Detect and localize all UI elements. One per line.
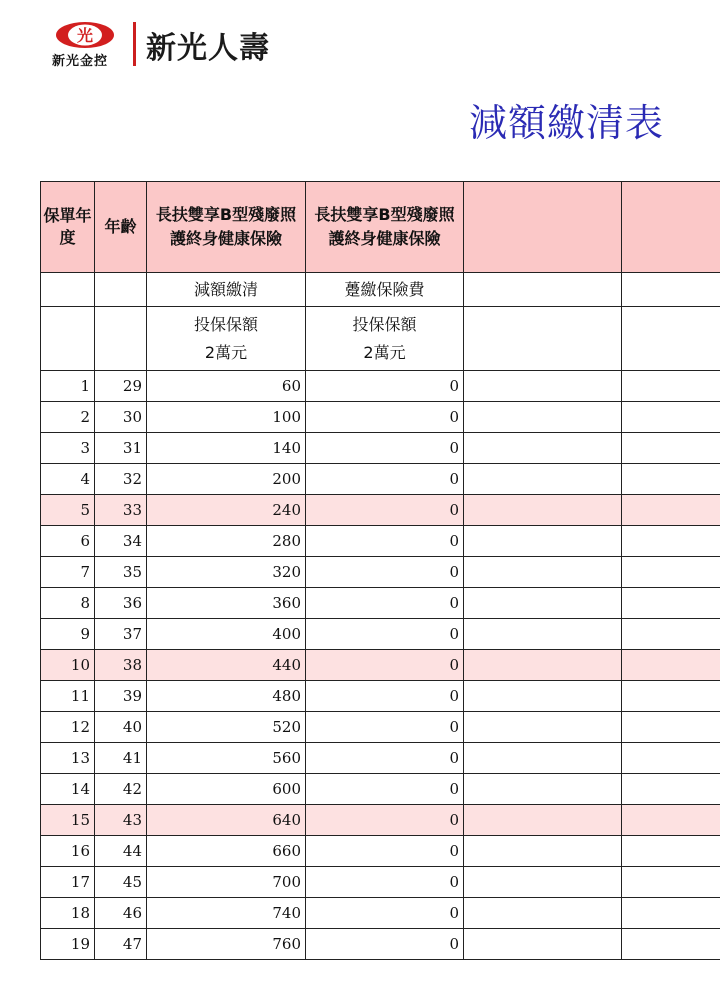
company-name: 新光人壽	[146, 31, 270, 66]
reduced-paid-up-table	[40, 181, 720, 960]
cell-age: 32	[95, 464, 147, 495]
cell-age: 39	[95, 681, 147, 712]
cell-single-premium: 0	[306, 433, 464, 464]
cell-policy-year: 10	[41, 650, 95, 681]
cell-empty	[464, 588, 622, 619]
cell-age: 36	[95, 588, 147, 619]
subheader-empty-cell	[464, 273, 622, 307]
logo-mark-text: 光	[76, 26, 94, 45]
cell-policy-year: 13	[41, 743, 95, 774]
cell-empty	[464, 712, 622, 743]
header-age: 年齡	[95, 182, 147, 273]
cell-empty	[464, 557, 622, 588]
table-row	[41, 526, 720, 557]
cell-empty	[464, 867, 622, 898]
cell-empty	[622, 464, 720, 495]
page-title: 減額繳清表	[468, 101, 664, 145]
cell-empty	[622, 867, 720, 898]
cell-empty	[464, 681, 622, 712]
cell-age: 34	[95, 526, 147, 557]
cell-policy-year: 18	[41, 898, 95, 929]
cell-single-premium: 0	[306, 929, 464, 960]
cell-single-premium: 0	[306, 681, 464, 712]
cell-age: 46	[95, 898, 147, 929]
cell-policy-year: 5	[41, 495, 95, 526]
sum-assured-plan-a-label: 投保保額	[193, 314, 258, 334]
subheader-empty-cell	[41, 273, 95, 307]
cell-empty	[622, 619, 720, 650]
cell-single-premium: 0	[306, 557, 464, 588]
sum-assured-plan-b-value: 2萬元	[363, 342, 406, 362]
cell-policy-year: 16	[41, 836, 95, 867]
cell-empty	[464, 526, 622, 557]
cell-empty	[622, 495, 720, 526]
logo-divider	[133, 22, 136, 66]
sum-assured-empty-cell	[41, 307, 95, 371]
cell-single-premium: 0	[306, 650, 464, 681]
cell-reduced-paid-up: 360	[147, 588, 306, 619]
cell-age: 42	[95, 774, 147, 805]
table-row	[41, 681, 720, 712]
cell-age: 33	[95, 495, 147, 526]
cell-empty	[464, 402, 622, 433]
cell-policy-year: 9	[41, 619, 95, 650]
cell-policy-year: 15	[41, 805, 95, 836]
cell-age: 45	[95, 867, 147, 898]
cell-age: 29	[95, 371, 147, 402]
cell-empty	[622, 526, 720, 557]
logo-subtitle: 新光金控	[52, 54, 109, 69]
cell-age: 30	[95, 402, 147, 433]
cell-reduced-paid-up: 760	[147, 929, 306, 960]
cell-age: 44	[95, 836, 147, 867]
cell-age: 38	[95, 650, 147, 681]
cell-single-premium: 0	[306, 619, 464, 650]
table-row	[41, 929, 720, 960]
sum-assured-plan-b	[306, 307, 464, 371]
cell-single-premium: 0	[306, 836, 464, 867]
table-row	[41, 712, 720, 743]
cell-reduced-paid-up: 700	[147, 867, 306, 898]
cell-single-premium: 0	[306, 495, 464, 526]
cell-age: 41	[95, 743, 147, 774]
cell-reduced-paid-up: 240	[147, 495, 306, 526]
table-row	[41, 867, 720, 898]
cell-policy-year: 3	[41, 433, 95, 464]
cell-reduced-paid-up: 560	[147, 743, 306, 774]
cell-policy-year: 1	[41, 371, 95, 402]
cell-policy-year: 8	[41, 588, 95, 619]
cell-reduced-paid-up: 60	[147, 371, 306, 402]
table-row	[41, 402, 720, 433]
cell-empty	[464, 464, 622, 495]
cell-age: 37	[95, 619, 147, 650]
cell-single-premium: 0	[306, 774, 464, 805]
cell-policy-year: 11	[41, 681, 95, 712]
cell-empty	[622, 898, 720, 929]
cell-reduced-paid-up: 440	[147, 650, 306, 681]
table-row	[41, 588, 720, 619]
cell-empty	[464, 836, 622, 867]
table-subheader-row	[41, 273, 720, 307]
cell-empty	[464, 805, 622, 836]
table-header-row	[41, 182, 720, 273]
cell-empty	[622, 402, 720, 433]
cell-empty	[622, 557, 720, 588]
cell-empty	[464, 774, 622, 805]
table-row	[41, 836, 720, 867]
company-logo	[50, 20, 290, 70]
cell-empty	[622, 650, 720, 681]
subheader-empty-cell	[622, 273, 720, 307]
cell-empty	[622, 774, 720, 805]
table-row	[41, 371, 720, 402]
cell-reduced-paid-up: 320	[147, 557, 306, 588]
cell-empty	[464, 743, 622, 774]
cell-single-premium: 0	[306, 898, 464, 929]
cell-single-premium: 0	[306, 743, 464, 774]
cell-reduced-paid-up: 660	[147, 836, 306, 867]
cell-reduced-paid-up: 520	[147, 712, 306, 743]
cell-policy-year: 12	[41, 712, 95, 743]
header-empty-cell	[464, 182, 622, 273]
cell-policy-year: 6	[41, 526, 95, 557]
cell-age: 35	[95, 557, 147, 588]
header-plan-a: 長扶雙享B型殘廢照護終身健康保險	[147, 182, 306, 273]
cell-single-premium: 0	[306, 712, 464, 743]
cell-reduced-paid-up: 280	[147, 526, 306, 557]
cell-reduced-paid-up: 740	[147, 898, 306, 929]
subheader-plan-a: 減額繳清	[147, 273, 306, 307]
table-row	[41, 774, 720, 805]
cell-empty	[464, 495, 622, 526]
shin-kong-logo-icon	[54, 20, 116, 50]
cell-policy-year: 4	[41, 464, 95, 495]
sum-assured-empty-cell	[464, 307, 622, 371]
cell-empty	[622, 681, 720, 712]
cell-age: 43	[95, 805, 147, 836]
cell-empty	[622, 743, 720, 774]
cell-policy-year: 19	[41, 929, 95, 960]
cell-policy-year: 14	[41, 774, 95, 805]
cell-empty	[622, 712, 720, 743]
cell-empty	[464, 929, 622, 960]
sum-assured-empty-cell	[622, 307, 720, 371]
cell-single-premium: 0	[306, 526, 464, 557]
cell-empty	[464, 371, 622, 402]
cell-reduced-paid-up: 480	[147, 681, 306, 712]
cell-reduced-paid-up: 640	[147, 805, 306, 836]
cell-policy-year: 2	[41, 402, 95, 433]
sum-assured-empty-cell	[95, 307, 147, 371]
table-row	[41, 619, 720, 650]
cell-empty	[622, 371, 720, 402]
table-sum-assured-row	[41, 307, 720, 371]
cell-reduced-paid-up: 200	[147, 464, 306, 495]
table-row	[41, 433, 720, 464]
cell-policy-year: 7	[41, 557, 95, 588]
cell-age: 47	[95, 929, 147, 960]
cell-reduced-paid-up: 100	[147, 402, 306, 433]
table-row	[41, 743, 720, 774]
cell-single-premium: 0	[306, 402, 464, 433]
cell-empty	[464, 433, 622, 464]
cell-single-premium: 0	[306, 371, 464, 402]
cell-reduced-paid-up: 400	[147, 619, 306, 650]
cell-single-premium: 0	[306, 867, 464, 898]
cell-empty	[464, 619, 622, 650]
cell-age: 40	[95, 712, 147, 743]
table-row	[41, 898, 720, 929]
cell-empty	[464, 898, 622, 929]
cell-empty	[622, 836, 720, 867]
cell-single-premium: 0	[306, 588, 464, 619]
header-plan-b: 長扶雙享B型殘廢照護終身健康保險	[306, 182, 464, 273]
cell-empty	[622, 588, 720, 619]
table-row	[41, 805, 720, 836]
cell-reduced-paid-up: 140	[147, 433, 306, 464]
sum-assured-plan-a	[147, 307, 306, 371]
table-row	[41, 557, 720, 588]
header-policy-year: 保單年度	[41, 182, 95, 273]
cell-empty	[622, 433, 720, 464]
subheader-plan-b: 躉繳保險費	[306, 273, 464, 307]
cell-policy-year: 17	[41, 867, 95, 898]
cell-single-premium: 0	[306, 805, 464, 836]
table-row	[41, 650, 720, 681]
cell-age: 31	[95, 433, 147, 464]
cell-empty	[622, 805, 720, 836]
table-row	[41, 495, 720, 526]
cell-single-premium: 0	[306, 464, 464, 495]
cell-empty	[464, 650, 622, 681]
sum-assured-plan-a-value: 2萬元	[204, 342, 248, 362]
sum-assured-plan-b-label: 投保保額	[352, 314, 417, 334]
header-empty-cell	[622, 182, 720, 273]
subheader-empty-cell	[95, 273, 147, 307]
table-row	[41, 464, 720, 495]
cell-empty	[622, 929, 720, 960]
cell-reduced-paid-up: 600	[147, 774, 306, 805]
